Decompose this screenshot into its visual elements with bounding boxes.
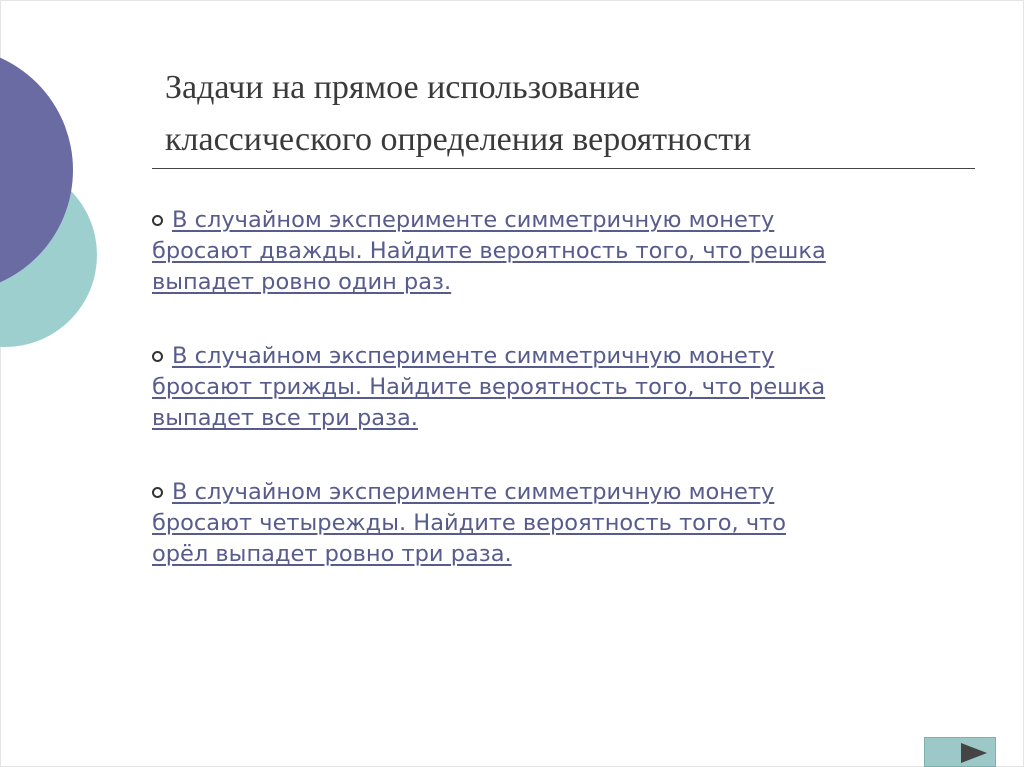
task-2-line-1: [152, 341, 992, 372]
decorative-circles: [0, 0, 110, 400]
task-link-1[interactable]: [152, 205, 992, 298]
next-slide-button[interactable]: [924, 737, 996, 767]
task-1-line-1: [152, 205, 992, 236]
task-1-line-1-text: В случайном эксперименте симметричную монету: [172, 207, 775, 233]
task-3-line-1-text: В случайном эксперименте симметричную монету: [172, 479, 775, 505]
task-2-line-1-text: В случайном эксперименте симметричную монету: [172, 343, 775, 369]
task-item-3: [152, 477, 992, 570]
task-item-1: [152, 205, 992, 298]
task-1-line-3: выпадет ровно один раз.: [152, 269, 452, 295]
task-3-line-1: [152, 477, 992, 508]
slide-title-line-1: Задачи на прямое использование: [165, 69, 641, 106]
title-divider: [152, 168, 975, 169]
task-2-line-3: выпадет все три раза.: [152, 405, 418, 431]
bullet-icon: [152, 487, 163, 498]
task-2-line-2: бросают трижды. Найдите вероятность того, что решка: [152, 374, 826, 400]
task-3-line-3: орёл выпадет ровно три раза.: [152, 541, 512, 567]
bullet-icon: [152, 351, 163, 362]
slide-title: [165, 62, 965, 166]
play-triangle-icon: [961, 743, 987, 763]
task-link-2[interactable]: [152, 341, 992, 434]
task-list: [152, 205, 992, 613]
task-1-line-2: бросают дважды. Найдите вероятность того, что решка: [152, 238, 826, 264]
slide-title-line-2: классического определения вероятности: [165, 121, 752, 158]
bullet-icon: [152, 215, 163, 226]
task-link-3[interactable]: [152, 477, 992, 570]
task-3-line-2: бросают четырежды. Найдите вероятность того, что: [152, 510, 787, 536]
task-item-2: [152, 341, 992, 434]
